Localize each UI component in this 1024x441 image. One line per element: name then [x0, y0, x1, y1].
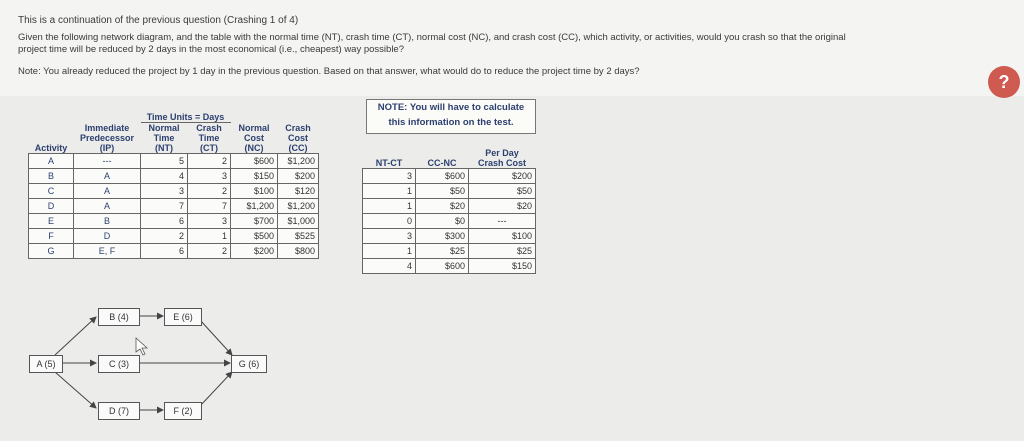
note-line-1: NOTE: You will have to calculate [377, 102, 525, 113]
perday-cell: $200 [469, 169, 536, 184]
activity-cell: C [29, 184, 74, 199]
nc-cell: $500 [231, 229, 278, 244]
ccnc-cell: $20 [416, 199, 469, 214]
ccnc-cell: $0 [416, 214, 469, 229]
arrow-a-b [55, 317, 96, 355]
question-line-1: This is a continuation of the previous question (Crashing 1 of 4) [18, 15, 299, 26]
node-a: A (5) [29, 355, 63, 373]
ct-cell: 3 [188, 214, 231, 229]
ct-cell: 2 [188, 244, 231, 259]
nt-cell: 2 [141, 229, 188, 244]
node-g: G (6) [231, 355, 267, 373]
node-e: E (6) [164, 308, 202, 326]
mouse-cursor-icon [136, 338, 147, 355]
nt-cell: 3 [141, 184, 188, 199]
nc-header-2: Cost [244, 133, 264, 143]
activity-cell: F [29, 229, 74, 244]
note-line-2: this information on the test. [388, 117, 514, 128]
question-line-2: Given the following network diagram, and the table with the normal time (NT), crash time (CT), normal cost (NC), and crash cost (CC), which activity, or activities, would you crash so that the original [18, 32, 846, 43]
nc-cell: $200 [231, 244, 278, 259]
ntct-cell: 1 [363, 184, 416, 199]
nc-cell: $700 [231, 214, 278, 229]
question-line-3: project time will be reduced by 2 days in the most economical (i.e., cheapest) way possible? [18, 44, 404, 55]
pred-cell: D [74, 229, 141, 244]
pred-header-1: Immediate [84, 122, 130, 133]
ccnc-cell: $600 [416, 169, 469, 184]
nc-cell: $1,200 [231, 199, 278, 214]
ct-cell: 2 [188, 184, 231, 199]
ccnc-cell: $600 [416, 259, 469, 274]
nc-header-3: (NC) [244, 143, 264, 153]
cc-header-3: (CC) [288, 143, 308, 153]
perday-cell: $25 [469, 244, 536, 259]
activity-cell: E [29, 214, 74, 229]
nt-cell: 7 [141, 199, 188, 214]
perday-cell: $50 [469, 184, 536, 199]
node-c: C (3) [98, 355, 140, 373]
pred-header-2: Predecessor [79, 133, 135, 143]
help-button[interactable]: ? [988, 66, 1020, 98]
ntct-header: NT-CT [375, 158, 403, 168]
ntct-cell: 4 [363, 259, 416, 274]
arrow-a-d [55, 372, 96, 408]
pred-cell: E, F [74, 244, 141, 259]
cc-cell: $120 [278, 184, 319, 199]
pred-cell: B [74, 214, 141, 229]
ccnc-cell: $300 [416, 229, 469, 244]
pred-cell: --- [74, 154, 141, 169]
ct-header-1: Crash [196, 123, 222, 133]
nc-cell: $150 [231, 169, 278, 184]
ccnc-header: CC-NC [427, 158, 457, 168]
cc-cell: $525 [278, 229, 319, 244]
node-b: B (4) [98, 308, 140, 326]
cc-header-1: Crash [285, 122, 311, 133]
perday-cell: --- [469, 214, 536, 229]
perday-cell: $150 [469, 259, 536, 274]
pred-header-3: (IP) [99, 143, 115, 153]
perday-header-2: Crash Cost [477, 158, 526, 168]
node-d: D (7) [98, 402, 140, 420]
cc-cell: $1,200 [278, 199, 319, 214]
perday-header-1: Per Day [485, 148, 519, 158]
perday-cell: $20 [469, 199, 536, 214]
cc-cell: $1,200 [278, 154, 319, 169]
ct-header-2: Time [198, 133, 220, 143]
activity-cell: B [29, 169, 74, 184]
cc-header-2: Cost [288, 133, 308, 143]
nt-cell: 6 [141, 214, 188, 229]
nt-cell: 5 [141, 154, 188, 169]
node-f: F (2) [164, 402, 202, 420]
cc-cell: $1,000 [278, 214, 319, 229]
ct-header-3: (CT) [200, 143, 218, 153]
nt-cell: 4 [141, 169, 188, 184]
ccnc-cell: $50 [416, 184, 469, 199]
activity-cell: A [29, 154, 74, 169]
ntct-cell: 3 [363, 229, 416, 244]
activity-header: Activity [34, 143, 68, 153]
perday-cell: $100 [469, 229, 536, 244]
nc-cell: $600 [231, 154, 278, 169]
ntct-cell: 1 [363, 244, 416, 259]
cc-cell: $200 [278, 169, 319, 184]
pred-cell: A [74, 184, 141, 199]
ct-cell: 1 [188, 229, 231, 244]
pred-cell: A [74, 169, 141, 184]
nt-header-3: (NT) [155, 143, 173, 153]
activity-cell: G [29, 244, 74, 259]
nt-cell: 6 [141, 244, 188, 259]
ntct-cell: 1 [363, 199, 416, 214]
ct-cell: 2 [188, 154, 231, 169]
nt-header-2: Time [153, 133, 175, 143]
nc-cell: $100 [231, 184, 278, 199]
ntct-cell: 0 [363, 214, 416, 229]
pred-cell: A [74, 199, 141, 214]
question-note: Note: You already reduced the project by 1 day in the previous question. Based on that answer, what would do to reduce the project time by 2 days? [18, 66, 640, 77]
ct-cell: 7 [188, 199, 231, 214]
nt-header-1: Normal [148, 123, 180, 133]
nc-header-1: Normal [238, 122, 270, 133]
ccnc-cell: $25 [416, 244, 469, 259]
cc-cell: $800 [278, 244, 319, 259]
activity-cell: D [29, 199, 74, 214]
arrow-f-g [200, 372, 232, 406]
arrow-e-g [200, 320, 232, 355]
ntct-cell: 3 [363, 169, 416, 184]
ct-cell: 3 [188, 169, 231, 184]
time-units-header: Time Units = Days [141, 112, 231, 123]
